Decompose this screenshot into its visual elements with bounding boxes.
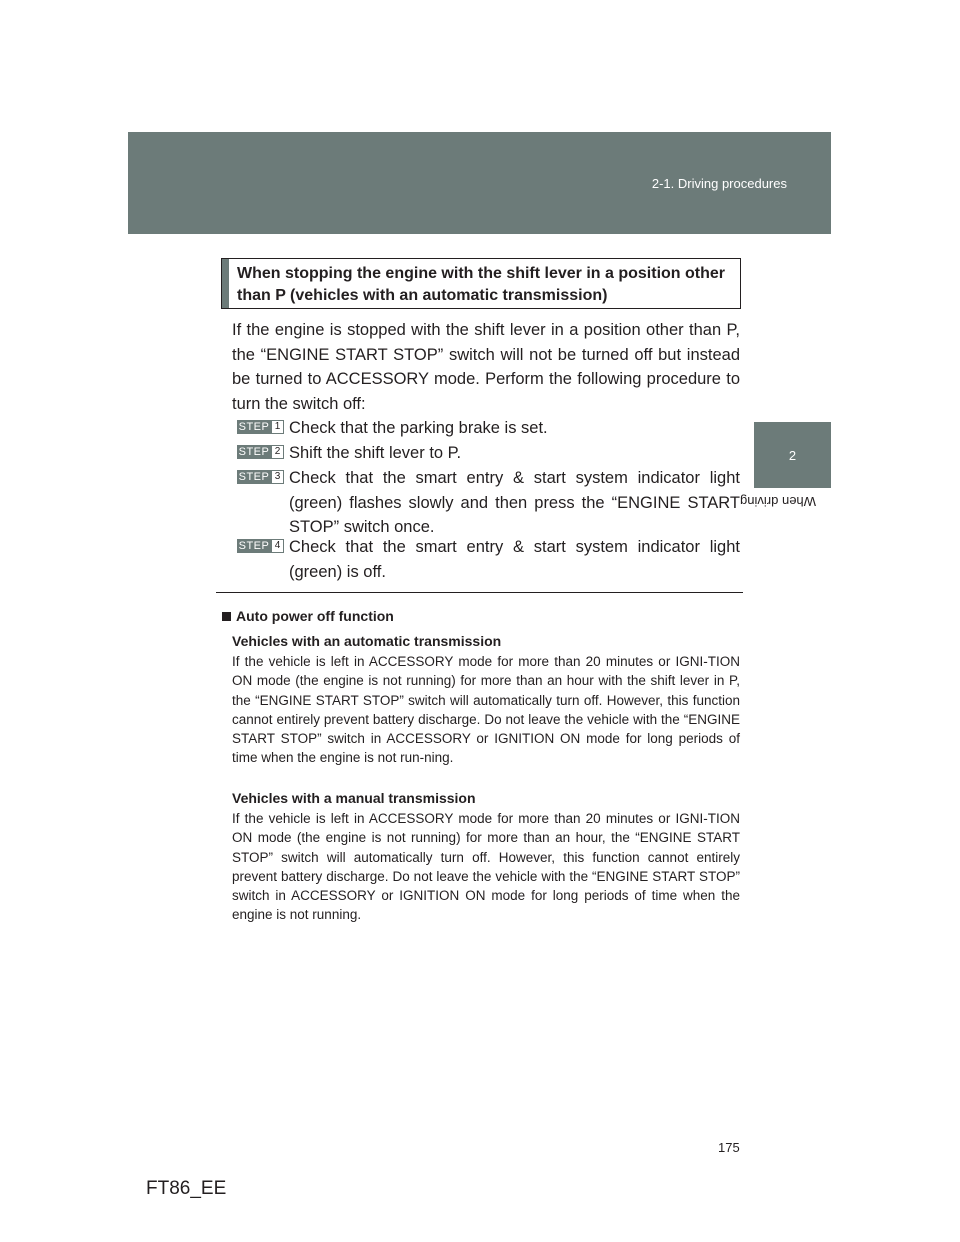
caution-heading-box [221,258,741,309]
chapter-tab[interactable] [754,422,831,488]
square-bullet-icon [222,612,231,621]
step-word: STEP [238,471,270,483]
step-number: 3 [271,470,284,484]
caution-heading: When stopping the engine with the shift lever in a position other than P (vehicles with an automatic transmission) [237,265,726,304]
chapter-number: 2 [788,447,797,463]
manual-text: If the vehicle is left in ACCESSORY mode for more than 20 minutes or IGNI-TION ON mode (the engine is not running) for more than an hour, the “ENGINE START STOP” switch will automatically turn off. However, this function cannot entirely prevent battery discharge. Do not leave the vehicle with the “ENGINE START STOP” switch in ACCESSORY or IGNITION ON mode for long periods of time when the engine is not running. [232,811,740,923]
automatic-heading: Vehicles with an automatic transmission [232,633,502,649]
automatic-text: If the vehicle is left in ACCESSORY mode for more than 20 minutes or IGNI-TION ON mode (the engine is not running) for more than an hour with the shift lever in P, the “ENGINE START STOP” switch will automatically turn off. However, this function cannot entirely prevent battery discharge. Do not leave the vehicle with the “ENGINE START STOP” switch in ACCESSORY or IGNITION ON mode for long periods of time when the engine is not run-ning. [232,654,740,766]
step-word: STEP [238,421,270,433]
step-badge [237,470,286,484]
step-text: Check that the smart entry & start system indicator light (green) flashes slowly and then press the “ENGINE START STOP” switch once. [289,469,740,536]
chapter-label-text: When driving [740,494,816,509]
intro-paragraph: If the engine is stopped with the shift lever in a position other than P, the “ENGINE START STOP” switch will not be turned off but instead be turned to ACCESSORY mode. Perform the following procedure to turn the switch off: [232,321,740,413]
step-text: Check that the parking brake is set. [289,419,548,437]
notes-title [222,608,394,624]
step-badge [237,539,286,553]
step-number: 1 [271,420,284,434]
step-badge [237,420,286,434]
step-3 [237,466,740,540]
step-4 [237,535,740,584]
document-code: FT86_EE [146,1178,227,1199]
step-text: Check that the smart entry & start system indicator light (green) is off. [289,538,740,581]
step-badge [237,445,286,459]
step-number: 4 [271,539,284,553]
section-title: 2-1. Driving procedures [651,176,787,191]
step-1 [237,416,740,441]
page-number: 175 [718,1140,740,1155]
section-divider [216,592,743,593]
step-word: STEP [238,540,270,552]
manual-heading: Vehicles with a manual transmission [232,790,476,806]
step-text: Shift the shift lever to P. [289,444,462,462]
step-word: STEP [238,446,270,458]
header-bar [128,132,831,234]
step-2 [237,441,740,466]
notes-title-text: Auto power off function [236,608,394,624]
heading-accent-bar [222,259,229,308]
step-number: 2 [271,445,284,459]
